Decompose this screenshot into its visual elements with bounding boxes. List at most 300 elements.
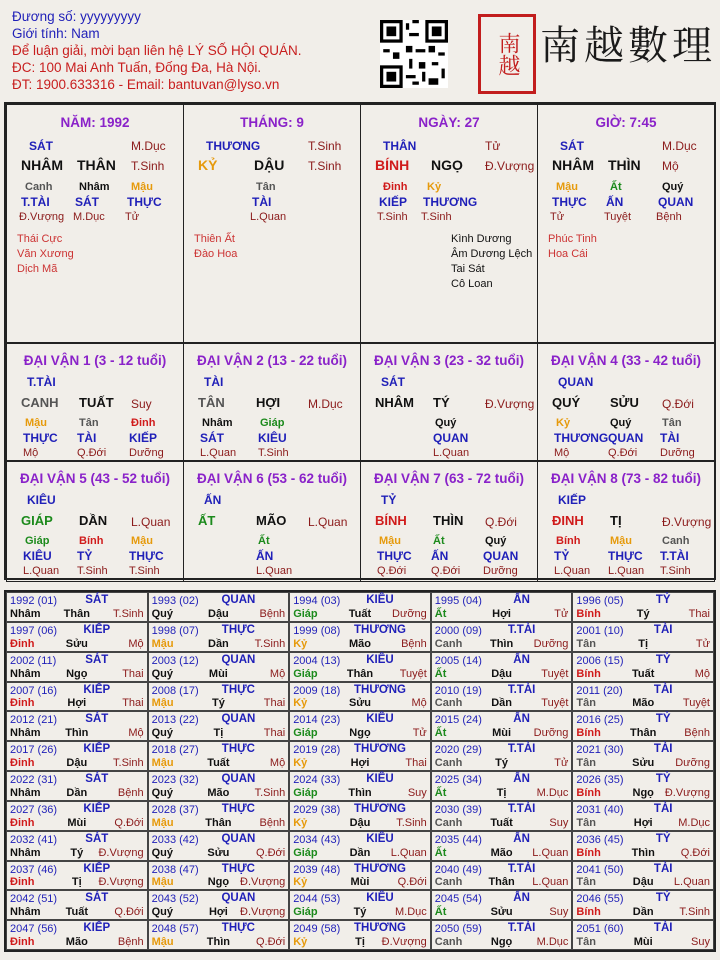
year-label: 1997 (06) — [10, 624, 58, 637]
year-label: 2024 (33) — [293, 774, 341, 786]
dv-hidden-ten-god: THỰC — [129, 549, 164, 563]
dv-hidden-stage: Q.Đới — [608, 447, 638, 459]
year-stem: Quý — [151, 906, 173, 919]
year-branch: Tuất — [490, 816, 513, 829]
year-cell — [289, 890, 431, 920]
dv-hidden-stage: Q.Đới — [431, 565, 461, 577]
dai-van-ten-god: KIẾP — [558, 493, 587, 507]
year-label: 2017 (26) — [10, 744, 58, 757]
year-cell — [572, 592, 714, 622]
year-stem: Canh — [434, 816, 463, 829]
year-branch: Sửu — [490, 906, 513, 919]
year-branch: Mùi — [208, 667, 228, 680]
dv-hidden-stage: L.Quan — [608, 565, 645, 577]
pillar-ten-god: SÁT — [29, 139, 53, 153]
year-branch: Tý — [353, 906, 367, 919]
dv-hidden-stage: L.Quan — [433, 447, 470, 459]
year-label: 2016 (25) — [576, 714, 624, 727]
year-cell — [431, 771, 573, 801]
year-stem: Kỷ — [293, 697, 308, 710]
year-label: 2004 (13) — [293, 654, 341, 667]
year-label: 1992 (01) — [10, 595, 58, 607]
year-ten-god: TỶ — [655, 653, 671, 666]
dai-van-branch: MÃO — [256, 513, 287, 528]
dai-van-stage: Q.Đới — [662, 397, 694, 411]
year-branch: Ngọ — [66, 667, 88, 680]
year-stage: Thai — [263, 697, 286, 710]
dv-hidden-ten-god: T.TÀI — [660, 549, 689, 563]
hidden-stem: Ất — [610, 181, 622, 193]
year-cell — [6, 890, 148, 920]
year-branch: Thìn — [206, 936, 230, 948]
hidden-stem: Đinh — [383, 181, 408, 193]
hidden-stage: Tuyệt — [604, 211, 632, 223]
contact-note: Để luận giải, mời bạn liên hệ LÝ SỐ HỘI QUÁN. — [12, 43, 302, 58]
pillar-title: NGÀY: 27 — [418, 115, 480, 130]
year-cell — [431, 682, 573, 712]
dv-hidden-stage: L.Quan — [554, 565, 591, 577]
year-label: 2011 (20) — [576, 684, 623, 697]
year-label: 2022 (31) — [10, 774, 58, 786]
year-ten-god: KIẾP — [83, 683, 111, 696]
year-stage: Thai — [405, 757, 427, 769]
year-stem: Quý — [151, 846, 173, 859]
year-label: 2015 (24) — [434, 714, 482, 727]
year-cell — [289, 741, 431, 771]
year-label: 2036 (45) — [576, 833, 624, 846]
year-stem: Nhâm — [10, 607, 41, 620]
dv-hidden-ten-god: QUAN — [608, 431, 644, 445]
dv-hidden-stem: Nhâm — [202, 417, 233, 429]
year-ten-god: ẤN — [513, 892, 530, 905]
year-cell — [6, 920, 148, 950]
year-stem: Nhâm — [10, 667, 41, 680]
year-ten-god: T.TÀI — [507, 623, 536, 636]
dai-van-cell — [537, 460, 715, 582]
dv-hidden-stage: L.Quan — [23, 565, 60, 577]
year-branch: Ngọ — [349, 727, 371, 740]
dai-van-stage: L.Quan — [131, 515, 171, 529]
year-cell — [289, 711, 431, 741]
year-cell — [572, 682, 714, 712]
year-branch: Thân — [488, 876, 515, 889]
year-ten-god: TỶ — [655, 892, 671, 905]
year-branch: Ngọ — [632, 786, 654, 799]
year-ten-god: KIÊU — [366, 594, 394, 606]
qr-code-icon — [380, 20, 448, 88]
year-stage: Dưỡng — [392, 607, 427, 620]
year-stem: Đinh — [10, 637, 35, 650]
year-label: 2046 (55) — [576, 893, 624, 906]
year-ten-god: KIẾP — [83, 623, 111, 636]
year-label: 2000 (09) — [434, 624, 482, 637]
dv-hidden-stage: L.Quan — [256, 565, 293, 577]
year-branch: Dậu — [491, 667, 512, 680]
dv-hidden-stage: T.Sinh — [77, 565, 108, 577]
year-ten-god: THƯƠNG — [354, 802, 406, 815]
hidden-ten-god: THƯƠNG — [423, 195, 478, 209]
dai-van-branch: TỊ — [610, 513, 622, 528]
year-cell — [148, 920, 290, 950]
year-label: 1998 (07) — [151, 624, 199, 637]
year-branch: Dần — [632, 906, 654, 919]
year-stem: Kỷ — [293, 637, 308, 650]
year-stem: Ất — [434, 846, 447, 859]
year-stem: Bính — [576, 727, 601, 740]
year-branch: Thìn — [489, 637, 514, 650]
year-branch: Mão — [65, 936, 88, 948]
year-branch: Dần — [208, 637, 229, 650]
pillar-ten-god: THÂN — [383, 139, 417, 153]
year-ten-god: KIẾP — [83, 802, 111, 815]
hidden-ten-god: T.TÀI — [21, 195, 50, 209]
dv-hidden-stage: Mộ — [554, 447, 570, 459]
year-label: 2018 (27) — [151, 744, 199, 757]
dv-hidden-stage: T.Sinh — [258, 447, 289, 459]
dai-van-title: ĐẠI VẬN 6 (53 - 62 tuổi) — [196, 471, 348, 486]
year-stage: Suy — [549, 816, 569, 829]
year-branch: Sửu — [65, 637, 88, 650]
year-stage: M.Dục — [536, 786, 569, 799]
dai-van-stage: Q.Đới — [485, 515, 517, 529]
year-label: 2007 (16) — [10, 684, 58, 697]
year-label: 2031 (40) — [576, 803, 624, 816]
year-stage: Thai — [263, 727, 286, 740]
year-stage: L.Quan — [532, 846, 569, 859]
dai-van-title: ĐẠI VẬN 3 (23 - 32 tuổi) — [373, 353, 525, 368]
year-stage: Tuyệt — [541, 667, 569, 680]
year-stem: Ất — [434, 786, 447, 799]
dv-hidden-ten-god: ẤN — [431, 549, 449, 563]
pillar-title: NĂM: 1992 — [60, 115, 130, 130]
year-cell — [148, 771, 290, 801]
hidden-ten-god: THỰC — [127, 195, 162, 209]
year-stem: Kỷ — [293, 816, 308, 829]
year-stage: M.Dục — [395, 906, 427, 919]
hidden-stage: T.Sinh — [421, 211, 452, 223]
year-branch: Hợi — [350, 757, 370, 769]
owner-code: Đương số: yyyyyyyyy — [12, 9, 141, 24]
dai-van-ten-god: SÁT — [381, 375, 405, 389]
year-ten-god: KIẾP — [83, 922, 111, 935]
hidden-ten-god: SÁT — [75, 195, 99, 209]
pillar-stage: M.Dục — [131, 139, 166, 153]
dai-van-stem: QUÝ — [552, 395, 581, 410]
dv-hidden-ten-god: QUAN — [433, 431, 469, 445]
year-label: 2003 (12) — [151, 654, 199, 667]
dv-hidden-ten-god: THỰC — [608, 549, 643, 563]
pillar-stem: NHÂM — [552, 157, 594, 173]
pillar-title: THÁNG: 9 — [240, 115, 304, 130]
hidden-stem: Mậu — [556, 181, 578, 193]
year-branch: Tuất — [207, 757, 230, 769]
year-label: 2006 (15) — [576, 654, 624, 667]
red-seal-logo: 南越 — [478, 14, 536, 94]
year-ten-god: TÀI — [653, 743, 673, 756]
hidden-stem: Kỷ — [427, 181, 442, 193]
year-cell — [6, 741, 148, 771]
year-stem: Nhâm — [10, 786, 41, 799]
year-ten-god: QUAN — [221, 892, 256, 905]
dv-hidden-ten-god: TÀI — [77, 431, 97, 445]
hidden-ten-god: ẤN — [606, 195, 624, 209]
dv-hidden-stem: Giáp — [260, 417, 285, 429]
year-stage: Thai — [688, 607, 710, 620]
dv-hidden-stem: Tân — [79, 417, 99, 429]
hidden-stem: Mậu — [131, 181, 153, 193]
dv-hidden-stem: Quý — [485, 535, 507, 547]
dai-van-stem: ĐINH — [552, 513, 584, 528]
year-branch: Mão — [632, 697, 655, 710]
dv-hidden-stem: Giáp — [25, 535, 50, 547]
dai-van-title: ĐẠI VẬN 5 (43 - 52 tuổi) — [19, 471, 171, 486]
year-stage: Tử — [554, 607, 569, 620]
year-stem: Giáp — [293, 607, 318, 620]
year-stem: Đinh — [10, 876, 35, 889]
year-stage: T.Sinh — [113, 607, 144, 620]
year-label: 2050 (59) — [434, 923, 482, 936]
year-label: 1993 (02) — [151, 595, 199, 607]
year-cell — [148, 741, 290, 771]
pillar-cell — [360, 104, 538, 344]
year-ten-god: THƯƠNG — [354, 922, 406, 935]
year-cell — [148, 831, 290, 861]
dai-van-cell — [6, 342, 184, 462]
year-label: 1996 (05) — [576, 595, 624, 607]
year-branch: Mùi — [633, 936, 653, 948]
year-ten-god: KIÊU — [366, 892, 394, 905]
year-branch: Mùi — [67, 816, 87, 829]
year-ten-god: T.TÀI — [507, 922, 536, 935]
year-branch: Hợi — [208, 906, 228, 919]
year-ten-god: THỰC — [221, 922, 255, 935]
year-cell — [431, 711, 573, 741]
hidden-ten-god: TÀI — [252, 195, 272, 209]
year-ten-god: TÀI — [653, 683, 673, 696]
year-branch: Dậu — [208, 607, 229, 620]
year-stem: Bính — [576, 607, 601, 620]
year-stage: L.Quan — [390, 846, 427, 859]
year-label: 2029 (38) — [293, 803, 341, 816]
dv-hidden-ten-god: SÁT — [200, 431, 224, 445]
year-stage: T.Sinh — [254, 637, 286, 650]
dv-hidden-ten-god: ẤN — [256, 549, 274, 563]
year-stage: Tử — [412, 727, 427, 740]
year-label: 2045 (54) — [434, 893, 482, 906]
pillar-cell — [6, 104, 184, 344]
year-label: 1994 (03) — [293, 595, 341, 607]
year-cell — [431, 652, 573, 682]
pillar-branch: DẬU — [254, 157, 285, 173]
year-branch: Dậu — [632, 876, 654, 889]
year-stem: Tân — [576, 697, 596, 710]
pillar-stage: Tử — [485, 139, 501, 153]
year-branch: Sửu — [348, 697, 371, 710]
dv-hidden-stem: Bính — [556, 535, 581, 547]
dai-van-title: ĐẠI VẬN 1 (3 - 12 tuổi) — [23, 353, 167, 368]
year-ten-god: SÁT — [85, 892, 109, 905]
year-stem: Mậu — [151, 816, 174, 829]
hidden-ten-god: QUAN — [658, 195, 694, 209]
year-stage: Q.Đới — [255, 936, 286, 948]
year-label: 2021 (30) — [576, 744, 624, 757]
dai-van-stage: Đ.Vượng — [662, 515, 712, 529]
year-stem: Ất — [434, 727, 447, 740]
year-cell — [572, 861, 714, 891]
year-ten-god: TÀI — [653, 802, 673, 815]
year-label: 2051 (60) — [576, 923, 624, 936]
dai-van-ten-god: TỶ — [381, 493, 397, 507]
year-label: 2002 (11) — [10, 654, 57, 667]
year-label: 2049 (58) — [293, 923, 341, 936]
year-stem: Tân — [576, 637, 596, 650]
year-stage: Tử — [695, 637, 710, 650]
year-label: 2020 (29) — [434, 744, 482, 757]
hidden-ten-god: THỰC — [552, 195, 587, 209]
dai-van-branch: TUẤT — [79, 395, 114, 410]
year-cell — [148, 801, 290, 831]
year-stem: Canh — [434, 757, 463, 769]
year-stage: Đ.Vượng — [664, 786, 710, 799]
year-cell — [6, 682, 148, 712]
year-stage: Đ.Vượng — [98, 876, 144, 889]
dv-hidden-ten-god: TÀI — [660, 431, 680, 445]
year-branch: Thìn — [348, 786, 372, 799]
dai-van-stem: GIÁP — [21, 513, 53, 528]
year-branch: Dậu — [349, 816, 371, 829]
year-branch: Ngọ — [207, 876, 230, 889]
pillar-cell — [183, 104, 361, 344]
year-label: 1995 (04) — [434, 595, 482, 607]
year-stage: Bệnh — [117, 936, 144, 948]
gender: Giới tính: Nam — [12, 26, 100, 41]
dv-hidden-stage: Q.Đới — [77, 447, 107, 459]
address: ĐC: 100 Mai Anh Tuấn, Đống Đa, Hà Nội. — [12, 60, 262, 75]
year-cell — [289, 622, 431, 652]
dv-hidden-ten-god: TỶ — [77, 549, 93, 563]
year-stage: Tuyệt — [541, 697, 569, 710]
year-branch: Dậu — [66, 757, 88, 769]
year-cell — [148, 652, 290, 682]
year-label: 2038 (47) — [151, 863, 199, 876]
pillar-branch: NGỌ — [431, 157, 463, 173]
year-branch: Mão — [490, 846, 513, 859]
dai-van-cell — [360, 342, 538, 462]
year-label: 2043 (52) — [151, 893, 199, 906]
dai-van-cell — [6, 460, 184, 582]
year-branch: Thân — [346, 667, 374, 680]
hidden-stage: L.Quan — [250, 211, 287, 223]
dv-hidden-stage: Mộ — [23, 447, 39, 459]
year-label: 2012 (21) — [10, 714, 58, 727]
dv-hidden-ten-god: KIÊU — [23, 549, 52, 563]
year-ten-god: ẤN — [513, 653, 530, 666]
dai-van-branch: THÌN — [433, 513, 464, 528]
special-star: Phúc Tinh — [548, 233, 597, 245]
year-cell — [148, 622, 290, 652]
dai-van-stage: Đ.Vượng — [485, 397, 535, 411]
year-stem: Bính — [576, 667, 601, 680]
year-stem: Kỷ — [293, 876, 308, 889]
year-stage: Bệnh — [684, 727, 710, 740]
year-ten-god: KIÊU — [366, 832, 394, 845]
year-ten-god: SÁT — [85, 832, 109, 845]
dv-hidden-stem: Ất — [258, 535, 270, 547]
year-ten-god: TỶ — [655, 832, 671, 845]
year-ten-god: THỰC — [221, 743, 255, 756]
year-ten-god: TỶ — [655, 773, 671, 785]
year-stem: Giáp — [293, 906, 318, 919]
year-stage: M.Dục — [536, 936, 569, 948]
year-cell — [6, 831, 148, 861]
year-stem: Quý — [151, 607, 173, 620]
year-branch: Ngọ — [490, 936, 513, 948]
year-stage: Đ.Vượng — [240, 876, 286, 889]
year-ten-god: KIẾP — [83, 862, 111, 875]
pillar-branch-stage: Mộ — [662, 159, 679, 173]
year-branch: Tý — [495, 757, 509, 769]
year-cell — [148, 861, 290, 891]
year-stem: Đinh — [10, 757, 35, 769]
hidden-stem: Tân — [256, 181, 276, 193]
year-branch: Hợi — [633, 816, 653, 829]
hidden-stem: Nhâm — [79, 181, 110, 193]
year-branch: Tuất — [65, 906, 88, 919]
year-label: 2023 (32) — [151, 774, 199, 786]
dai-van-cell — [360, 460, 538, 582]
dai-van-ten-god: T.TÀI — [27, 375, 56, 389]
year-label: 2027 (36) — [10, 803, 58, 816]
year-cell — [572, 801, 714, 831]
year-cell — [572, 741, 714, 771]
year-branch: Hợi — [67, 697, 87, 710]
dai-van-title: ĐẠI VẬN 2 (13 - 22 tuổi) — [196, 353, 348, 368]
hidden-stage: Đ.Vượng — [19, 211, 65, 223]
year-ten-god: SÁT — [85, 653, 109, 666]
dv-hidden-stem: Mậu — [25, 417, 47, 429]
dv-hidden-stem: Tân — [662, 417, 682, 429]
year-stage: Bệnh — [117, 786, 144, 799]
dv-hidden-ten-god: THƯƠNG — [554, 431, 609, 445]
year-ten-god: SÁT — [85, 713, 109, 726]
year-ten-god: TÀI — [653, 862, 673, 875]
year-label: 2033 (42) — [151, 833, 199, 846]
special-star: Hoa Cái — [548, 248, 588, 260]
year-cell — [148, 890, 290, 920]
year-stem: Canh — [434, 697, 463, 710]
year-branch: Dần — [349, 846, 371, 859]
year-ten-god: QUAN — [221, 832, 256, 845]
year-label: 2040 (49) — [434, 863, 482, 876]
year-stage: Mộ — [694, 667, 710, 680]
year-branch: Tị — [638, 637, 649, 650]
year-stem: Canh — [434, 936, 463, 948]
year-stage: Q.Đới — [114, 816, 144, 829]
year-stage: Dưỡng — [533, 637, 569, 650]
dai-van-ten-god: QUAN — [558, 375, 594, 389]
year-cell — [289, 920, 431, 950]
pillar-stem: BÍNH — [375, 157, 410, 173]
dai-van-title: ĐẠI VẬN 7 (63 - 72 tuổi) — [373, 471, 525, 486]
pillar-ten-god: THƯƠNG — [206, 139, 261, 153]
dv-hidden-stem: Ất — [433, 535, 445, 547]
year-branch: Thân — [205, 816, 232, 829]
hidden-stage: M.Dục — [73, 211, 105, 223]
year-ten-god: KIÊU — [366, 713, 394, 726]
dai-van-branch: TÝ — [433, 395, 450, 410]
year-ten-god: THƯƠNG — [354, 743, 406, 756]
year-cell — [6, 622, 148, 652]
